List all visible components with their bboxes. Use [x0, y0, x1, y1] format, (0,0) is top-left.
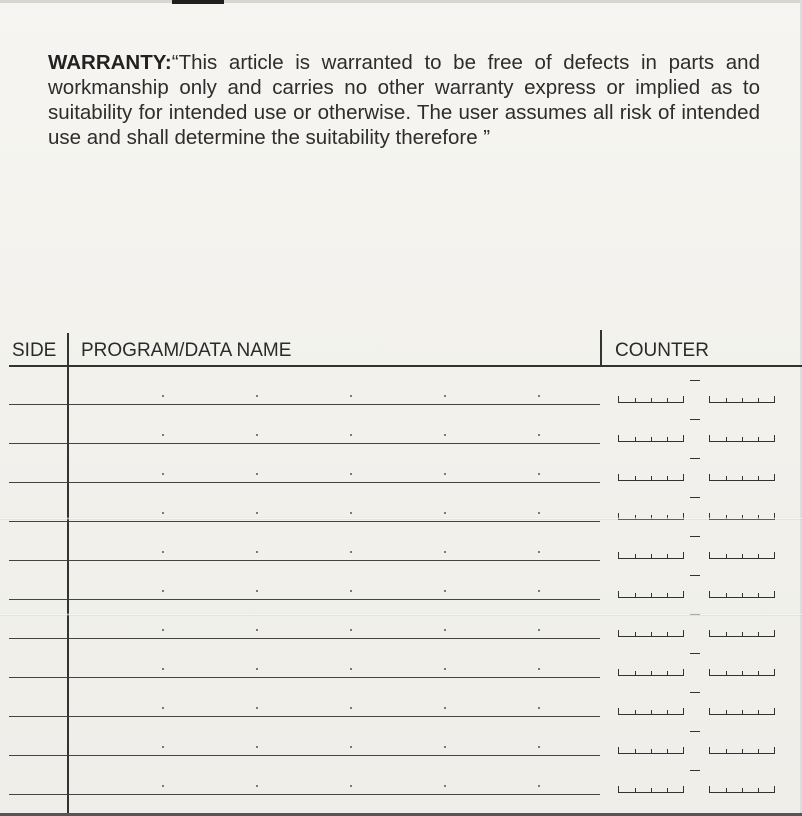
leader-dot	[538, 590, 540, 592]
digit-tick	[667, 710, 668, 714]
leader-dot	[538, 434, 540, 436]
digit-tick	[758, 554, 759, 558]
leader-dot	[350, 707, 352, 709]
counter-digit-box	[618, 669, 684, 676]
table-row	[0, 522, 802, 561]
digit-tick	[742, 593, 743, 597]
counter-digit-box	[618, 435, 684, 442]
leader-dot	[162, 395, 164, 397]
digit-tick	[635, 749, 636, 753]
digit-tick	[742, 437, 743, 441]
counter-digit-box	[618, 630, 684, 637]
digit-tick	[667, 671, 668, 675]
digit-tick	[726, 398, 727, 402]
warranty-text: “This article is warranted to be free of defects in parts and workmanship only and carries no other warranty express or implied as to suitability for intended use or otherwise. The user assumes all risk of intended use and shall determine the suitability therefore ”	[48, 51, 760, 149]
leader-dot	[444, 473, 446, 475]
counter-range-dash	[690, 731, 700, 732]
counter-column-divider	[600, 330, 602, 366]
leader-dot	[538, 746, 540, 748]
digit-tick	[726, 710, 727, 714]
leader-dot	[538, 551, 540, 553]
warranty-label: WARRANTY:	[48, 51, 172, 74]
counter-digit-box	[709, 747, 775, 754]
digit-tick	[742, 554, 743, 558]
leader-dot	[444, 395, 446, 397]
leader-dot	[350, 629, 352, 631]
leader-dot	[162, 512, 164, 514]
digit-tick	[726, 554, 727, 558]
digit-tick	[651, 593, 652, 597]
counter-range-dash	[690, 497, 700, 498]
digit-tick	[667, 749, 668, 753]
leader-dot	[256, 551, 258, 553]
digit-tick	[742, 476, 743, 480]
counter-range-dash	[690, 770, 700, 771]
digit-tick	[667, 788, 668, 792]
digit-tick	[635, 398, 636, 402]
column-header-counter: COUNTER	[615, 340, 709, 361]
counter-range-dash	[690, 575, 700, 576]
counter-range-dash	[690, 536, 700, 537]
leader-dot	[256, 668, 258, 670]
counter-digit-box	[709, 396, 775, 403]
digit-tick	[758, 671, 759, 675]
leader-dot	[350, 551, 352, 553]
leader-dot	[162, 434, 164, 436]
counter-digit-box	[618, 747, 684, 754]
leader-dot	[162, 551, 164, 553]
digit-tick	[635, 476, 636, 480]
counter-range-dash	[690, 419, 700, 420]
table-row	[0, 444, 802, 483]
leader-dot	[162, 746, 164, 748]
leader-dot	[444, 551, 446, 553]
digit-tick	[651, 437, 652, 441]
column-header-program-name: PROGRAM/DATA NAME	[81, 340, 292, 361]
digit-tick	[758, 476, 759, 480]
digit-tick	[667, 398, 668, 402]
leader-dot	[256, 434, 258, 436]
counter-digit-box	[709, 435, 775, 442]
counter-digit-box	[618, 552, 684, 559]
digit-tick	[742, 398, 743, 402]
digit-tick	[758, 710, 759, 714]
digit-tick	[635, 554, 636, 558]
table-row	[0, 405, 802, 444]
digit-tick	[758, 437, 759, 441]
digit-tick	[726, 632, 727, 636]
leader-dot	[256, 473, 258, 475]
digit-tick	[726, 476, 727, 480]
leader-dot	[162, 707, 164, 709]
table-row	[0, 639, 802, 678]
side-entry-line	[9, 794, 67, 795]
digit-tick	[742, 632, 743, 636]
digit-tick	[726, 437, 727, 441]
digit-tick	[651, 554, 652, 558]
counter-digit-box	[618, 396, 684, 403]
leader-dot	[444, 512, 446, 514]
digit-tick	[651, 788, 652, 792]
leader-dot	[444, 434, 446, 436]
leader-dot	[350, 746, 352, 748]
leader-dot	[444, 746, 446, 748]
digit-tick	[742, 710, 743, 714]
leader-dot	[256, 395, 258, 397]
digit-tick	[635, 710, 636, 714]
digit-tick	[758, 632, 759, 636]
fold-crease	[0, 517, 802, 520]
column-header-side: SIDE	[12, 340, 57, 361]
table-row	[0, 600, 802, 639]
digit-tick	[758, 788, 759, 792]
leader-dot	[256, 785, 258, 787]
digit-tick	[667, 632, 668, 636]
leader-dot	[538, 785, 540, 787]
counter-range-dash	[690, 653, 700, 654]
leader-dot	[162, 785, 164, 787]
leader-dot	[538, 512, 540, 514]
digit-tick	[667, 554, 668, 558]
leader-dot	[350, 434, 352, 436]
counter-digit-box	[709, 552, 775, 559]
counter-digit-box	[618, 474, 684, 481]
leader-dot	[538, 668, 540, 670]
leader-dot	[256, 746, 258, 748]
leader-dot	[444, 707, 446, 709]
leader-dot	[162, 629, 164, 631]
table-row	[0, 561, 802, 600]
leader-dot	[444, 785, 446, 787]
digit-tick	[758, 749, 759, 753]
leader-dot	[538, 395, 540, 397]
digit-tick	[635, 632, 636, 636]
counter-range-dash	[690, 458, 700, 459]
warranty-notice	[48, 50, 760, 150]
leader-dot	[538, 629, 540, 631]
fold-crease	[0, 613, 802, 616]
table-row	[0, 678, 802, 717]
digit-tick	[651, 710, 652, 714]
counter-range-dash	[690, 692, 700, 693]
digit-tick	[635, 593, 636, 597]
digit-tick	[667, 476, 668, 480]
digit-tick	[651, 632, 652, 636]
counter-digit-box	[709, 474, 775, 481]
digit-tick	[726, 671, 727, 675]
digit-tick	[667, 593, 668, 597]
leader-dot	[350, 395, 352, 397]
counter-digit-box	[709, 669, 775, 676]
leader-dot	[350, 590, 352, 592]
leader-dot	[256, 512, 258, 514]
leader-dot	[538, 707, 540, 709]
leader-dot	[350, 512, 352, 514]
digit-tick	[742, 671, 743, 675]
leader-dot	[162, 590, 164, 592]
leader-dot	[444, 629, 446, 631]
table-row	[0, 756, 802, 795]
counter-digit-box	[618, 591, 684, 598]
counter-digit-box	[709, 708, 775, 715]
leader-dot	[162, 473, 164, 475]
digit-tick	[651, 749, 652, 753]
digit-tick	[635, 788, 636, 792]
leader-dot	[350, 785, 352, 787]
digit-tick	[651, 398, 652, 402]
counter-digit-box	[709, 786, 775, 793]
digit-tick	[651, 476, 652, 480]
leader-dot	[350, 668, 352, 670]
digit-tick	[758, 593, 759, 597]
leader-dot	[256, 590, 258, 592]
counter-digit-box	[709, 630, 775, 637]
leader-dot	[350, 473, 352, 475]
leader-dot	[162, 668, 164, 670]
counter-digit-box	[618, 786, 684, 793]
digit-tick	[742, 788, 743, 792]
table-row	[0, 717, 802, 756]
leader-dot	[444, 590, 446, 592]
digit-tick	[651, 671, 652, 675]
leader-dot	[256, 629, 258, 631]
digit-tick	[726, 788, 727, 792]
digit-tick	[635, 671, 636, 675]
counter-digit-box	[709, 591, 775, 598]
digit-tick	[667, 437, 668, 441]
digit-tick	[742, 749, 743, 753]
table-row	[0, 366, 802, 405]
digit-tick	[726, 749, 727, 753]
digit-tick	[758, 398, 759, 402]
digit-tick	[635, 437, 636, 441]
counter-digit-box	[618, 708, 684, 715]
leader-dot	[538, 473, 540, 475]
card-top-edge	[0, 0, 802, 3]
card-top-mark	[172, 0, 224, 4]
digit-tick	[726, 593, 727, 597]
program-name-entry-line	[68, 794, 600, 795]
counter-range-dash	[690, 380, 700, 381]
leader-dot	[256, 707, 258, 709]
leader-dot	[444, 668, 446, 670]
